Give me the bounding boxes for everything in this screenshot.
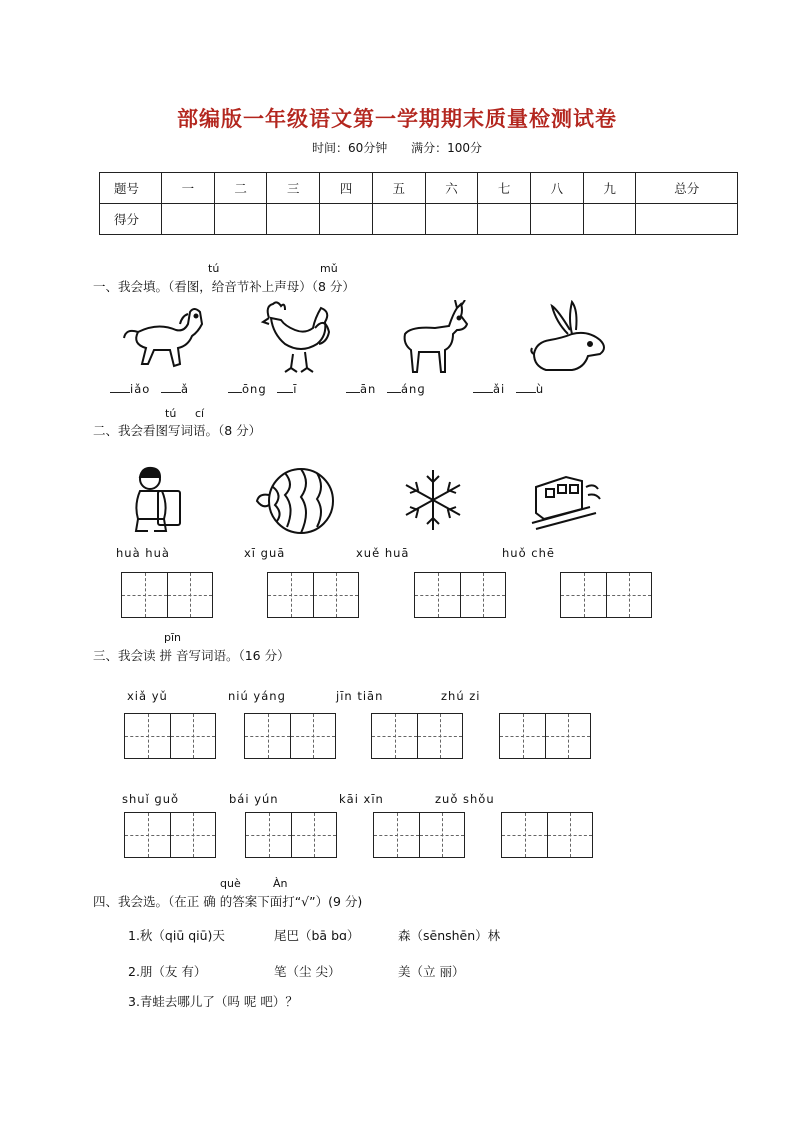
- pinyin-final: ǎi: [493, 382, 506, 396]
- pinyin-label: jīn tiān: [336, 689, 384, 703]
- pinyin-label: xiǎ yǔ: [127, 689, 168, 703]
- writing-cell[interactable]: [606, 573, 651, 617]
- pinyin-label: bái yún: [229, 792, 279, 806]
- snowflake-picture: [400, 466, 466, 534]
- writing-grid[interactable]: [245, 812, 337, 858]
- rooster-picture: [255, 298, 335, 378]
- pinyin-label: zhú zi: [441, 689, 481, 703]
- writing-cell[interactable]: [374, 813, 419, 857]
- writing-cell[interactable]: [417, 714, 462, 758]
- section1-heading: 一、我会填。（看图，给音节补上声母）（8 分）: [93, 279, 355, 294]
- pinyin-label: shuǐ ɡuǒ: [122, 792, 180, 806]
- answer-group-goat: [346, 382, 426, 396]
- pinyin-label: kāi xīn: [339, 792, 384, 806]
- section2-heading: 二、我会看图写词语。（8 分）: [93, 423, 262, 438]
- writing-cell[interactable]: [561, 573, 606, 617]
- section3-heading: 三、我会读 拼 音写词语。（16 分）: [93, 648, 290, 663]
- header-cell: 六: [425, 173, 478, 204]
- score-cell[interactable]: [320, 204, 373, 235]
- answer-group-horse: [110, 382, 189, 396]
- time-limit: 时间：60分钟: [311, 141, 388, 155]
- header-cell: 三: [267, 173, 320, 204]
- pinyin-final: ī: [293, 382, 298, 396]
- answer-group-rooster: [228, 382, 297, 396]
- pinyin-hint-que: què: [220, 877, 241, 890]
- header-cell: 四: [320, 173, 373, 204]
- pinyin-hint-ci: cí: [195, 407, 205, 420]
- question-item: 1.秋（qiū qiū)天: [128, 928, 225, 943]
- question-item: 美（立 丽）: [398, 964, 465, 979]
- score-cell[interactable]: [583, 204, 636, 235]
- answer-blank[interactable]: [228, 392, 242, 393]
- writing-cell[interactable]: [246, 813, 291, 857]
- writing-cell[interactable]: [502, 813, 547, 857]
- header-cell: 二: [214, 173, 267, 204]
- writing-cell[interactable]: [419, 813, 464, 857]
- writing-cell[interactable]: [415, 573, 460, 617]
- writing-cell[interactable]: [268, 573, 313, 617]
- writing-cell[interactable]: [290, 714, 335, 758]
- question-item: 2.朋（友 有）: [128, 964, 207, 979]
- score-table-score-row: [100, 204, 738, 235]
- pinyin-final: ù: [535, 382, 545, 396]
- pinyin-label: zuǒ shǒu: [435, 792, 495, 806]
- exam-info: [0, 139, 794, 156]
- watermelon-picture: [253, 465, 338, 537]
- writing-grid[interactable]: [124, 812, 216, 858]
- writing-cell[interactable]: [245, 714, 290, 758]
- writing-grid[interactable]: [499, 713, 591, 759]
- header-cell: 八: [531, 173, 584, 204]
- section4-heading: 四、我会选。（在正 确 的答案下面打“√”）(9 分): [93, 894, 363, 909]
- writing-grid[interactable]: [121, 572, 213, 618]
- question-item: 尾巴（bā bɑ）: [274, 928, 360, 943]
- pinyin-label: huǒ chē: [502, 546, 555, 560]
- writing-cell[interactable]: [547, 813, 592, 857]
- page-title: 部编版一年级语文第一学期期末质量检测试卷: [177, 106, 617, 131]
- score-cell[interactable]: [267, 204, 320, 235]
- answer-blank[interactable]: [387, 392, 401, 393]
- header-cell: 总分: [636, 173, 738, 204]
- header-cell: 一: [162, 173, 215, 204]
- pinyin-final: iǎo: [130, 382, 151, 396]
- writing-grid[interactable]: [560, 572, 652, 618]
- writing-cell[interactable]: [500, 714, 545, 758]
- header-cell: 九: [583, 173, 636, 204]
- writing-grid[interactable]: [414, 572, 506, 618]
- pinyin-label: xuě huā: [356, 546, 410, 560]
- writing-cell[interactable]: [460, 573, 505, 617]
- header-cell: 题号: [100, 173, 162, 204]
- answer-blank[interactable]: [516, 392, 536, 393]
- pinyin-hint-tu: tú: [165, 407, 177, 420]
- score-cell[interactable]: [162, 204, 215, 235]
- writing-grid[interactable]: [373, 812, 465, 858]
- score-cell[interactable]: [372, 204, 425, 235]
- answer-blank[interactable]: [346, 392, 360, 393]
- writing-cell[interactable]: [291, 813, 336, 857]
- pinyin-hint-mu: mǔ: [320, 262, 338, 275]
- question-item: 森（sēnshēn）林: [398, 928, 501, 943]
- pinyin-label: xī guā: [244, 546, 286, 560]
- question-item: 3.青蛙去哪儿了（吗 呢 吧）？: [128, 994, 298, 1009]
- writing-cell[interactable]: [167, 573, 212, 617]
- writing-cell[interactable]: [313, 573, 358, 617]
- pinyin-hint-pin: pīn: [164, 631, 182, 644]
- score-table: [99, 172, 738, 235]
- pinyin-label: huà huà: [116, 546, 170, 560]
- pinyin-hint-tu: tú: [208, 262, 220, 275]
- full-score: 满分：100分: [411, 141, 482, 155]
- header-cell: 七: [478, 173, 531, 204]
- writing-cell[interactable]: [372, 714, 417, 758]
- score-cell[interactable]: [214, 204, 267, 235]
- answer-blank[interactable]: [277, 392, 293, 393]
- boy-drawing-picture: [128, 465, 188, 535]
- question-item: 笔（尘 尖）: [274, 964, 341, 979]
- score-cell[interactable]: [636, 204, 738, 235]
- goat-picture: [395, 300, 475, 380]
- score-cell[interactable]: [478, 204, 531, 235]
- writing-cell[interactable]: [170, 813, 215, 857]
- score-table-header-row: [100, 173, 738, 204]
- writing-cell[interactable]: [125, 813, 170, 857]
- writing-cell[interactable]: [125, 714, 170, 758]
- row-label: 得分: [100, 204, 162, 235]
- score-cell[interactable]: [425, 204, 478, 235]
- writing-grid[interactable]: [371, 713, 463, 759]
- pinyin-final: ān: [360, 382, 377, 396]
- horse-picture: [118, 302, 208, 377]
- writing-grid[interactable]: [267, 572, 359, 618]
- pinyin-final: ǎ: [180, 382, 189, 396]
- pinyin-hint-an: Àn: [273, 877, 288, 890]
- answer-blank[interactable]: [110, 392, 130, 393]
- writing-grid[interactable]: [501, 812, 593, 858]
- pinyin-final: ánɡ: [401, 382, 426, 396]
- pinyin-label: niú yánɡ: [228, 689, 286, 703]
- writing-grid[interactable]: [124, 713, 216, 759]
- writing-cell[interactable]: [122, 573, 167, 617]
- score-cell[interactable]: [531, 204, 584, 235]
- writing-cell[interactable]: [545, 714, 590, 758]
- train-picture: [530, 467, 602, 532]
- answer-group-rabbit: [473, 382, 544, 396]
- pinyin-final: ōng: [242, 382, 267, 396]
- writing-grid[interactable]: [244, 713, 336, 759]
- writing-cell[interactable]: [170, 714, 215, 758]
- rabbit-picture: [528, 300, 613, 378]
- header-cell: 五: [372, 173, 425, 204]
- answer-blank[interactable]: [473, 392, 493, 393]
- answer-blank[interactable]: [161, 392, 181, 393]
